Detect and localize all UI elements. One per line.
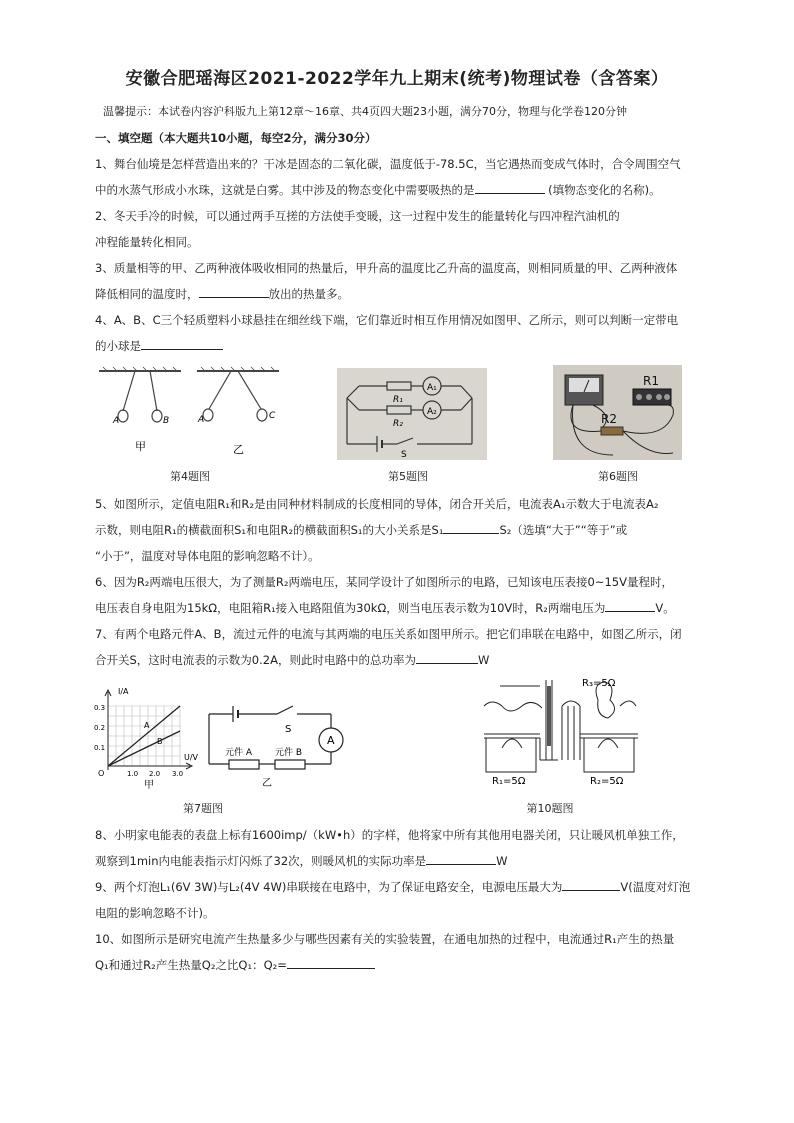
ammeter-a1-label: A₁: [427, 383, 437, 393]
page-title: 安徽合肥瑶海区2021-2022学年九上期末(统考)物理试卷（含答案）: [125, 69, 669, 89]
r2-label: R2: [601, 412, 617, 426]
y-tick: 0.1: [94, 744, 106, 752]
answer-blank[interactable]: [141, 337, 223, 350]
y-axis-label: I/A: [118, 687, 129, 696]
answer-blank[interactable]: [605, 599, 655, 612]
r1-label: R₁: [393, 395, 403, 405]
section-heading: 一、填空题（本大题共10小题，每空2分，满分30分）: [95, 131, 377, 145]
figure-10-caption: 第10题图: [526, 802, 574, 815]
figure-4-caption: 第4题图: [170, 470, 210, 483]
figure-7-graph: [94, 684, 199, 792]
question-2: 2、冬天手冷的时候，可以通过两手互搓的方法使手变暖，这一过程中发生的能量转化与四冲程汽油机的 冲程能量转化相同。: [95, 209, 620, 249]
ball-a-label: A: [113, 416, 120, 426]
answer-blank[interactable]: [416, 651, 478, 664]
y-tick: 0.3: [94, 704, 106, 712]
r3-label: R₃=5Ω: [582, 678, 616, 689]
r2-label: R₂: [393, 419, 403, 429]
x-axis-label: U/V: [184, 753, 199, 762]
answer-blank[interactable]: [426, 852, 496, 865]
question-10: 10、如图所示是研究电流产生热量多少与哪些因素有关的实验装置，在通电加热的过程中，电流通过R₁产生的热量 Q₁和通过R₂产生热量Q₂之比Q₁：Q₂=: [95, 932, 675, 972]
r1-label: R1: [643, 374, 659, 388]
answer-blank[interactable]: [443, 521, 499, 534]
question-7: 7、有两个电路元件A、B，流过元件的电流与其两端的电压关系如图甲所示。把它们串联在电路中，如图乙所示，闭 合开关S，这时电流表的示数为0.2A，则此时电路中的总功率为 W: [95, 627, 682, 667]
r2-label: R₂=5Ω: [590, 776, 624, 787]
x-tick: 2.0: [149, 770, 161, 778]
figure-5: [337, 368, 487, 460]
question-5: 5、如图所示，定值电阻R₁和R₂是由同种材料制成的长度相同的导体，闭合开关后，电流表A₁示数大于电流表A₂ 示数，则电阻R₁的横截面积S₁和电阻R₂的横截面积S₁的大小关系是S₁ S₂（选填“大于”“等于”或 “小于”，温度对导体电阻的影响忽略不计）。: [95, 497, 659, 563]
origin-label: O: [98, 769, 105, 778]
ammeter-a2-label: A₂: [427, 407, 437, 417]
switch-label: S: [401, 450, 407, 460]
figure-10: [480, 676, 640, 791]
line-b-label: B: [157, 737, 163, 746]
exam-tip: 温馨提示：本试卷内容沪科版九上第12章～16章、共4页四大题23小题，满分70分，物理与化学卷120分钟: [103, 105, 627, 118]
y-tick: 0.2: [94, 724, 106, 732]
question-1: 1、舞台仙境是怎样营造出来的？干冰是固态的二氧化碳，温度低于-78.5C，当它遇热而变成气体时，合令周围空气 中的水蒸气形成小水珠，这就是白雾。其中涉及的物态变化中需要吸热的是 (填物态变化的名称)。: [95, 157, 681, 197]
ball-c-label: C: [269, 411, 276, 421]
component-b-label: 元件 B: [275, 748, 303, 758]
answer-blank[interactable]: [287, 956, 375, 969]
ammeter-label: A: [327, 734, 335, 747]
figure-5-caption: 第5题图: [388, 470, 428, 483]
figure-4-jia: [95, 365, 195, 455]
figure-4-yi: [193, 365, 293, 455]
figure-7-circuit: [205, 700, 355, 790]
answer-blank[interactable]: [562, 878, 620, 891]
question-9: 9、两个灯泡L₁(6V 3W)与L₂(4V 4W)串联接在电路中，为了保证电路安全，电源电压最大为 V(温度对灯泡 电阻的影响忽略不计)。: [95, 880, 691, 920]
fig7-yi-label: 乙: [262, 778, 272, 789]
figure-7-caption: 第7题图: [183, 802, 223, 815]
question-8: 8、小明家电能表的表盘上标有1600imp/（kW•h）的字样，他将家中所有其他用电器关闭，只让暖风机单独工作， 观察到1min内电能表指示灯闪烁了32次，则暖风机的实际功率是 W: [95, 828, 684, 868]
figure-6: [553, 365, 682, 460]
x-tick: 3.0: [172, 770, 184, 778]
question-6: 6、因为R₂两端电压很大，为了测量R₂两端电压，某同学设计了如图所示的电路，已知该电压表接0~15V量程时， 电压表自身电阻为15kΩ，电阻箱R₁接入电路阻值为30kΩ，则当电压表示数为10V时，R₂两端电压为 V。: [95, 575, 675, 615]
fig4-yi-label: 乙: [233, 443, 244, 455]
question-3: 3、质量相等的甲、乙两种液体吸收相同的热量后，甲升高的温度比乙升高的温度高，则相同质量的甲、乙两种液体 降低相同的温度时， 放出的热量多。: [95, 261, 678, 301]
ball-b-label: B: [163, 416, 170, 426]
ball-a-label: A: [198, 415, 205, 425]
question-4: 4、A、B、C三个轻质塑料小球悬挂在细丝线下端，它们靠近时相互作用情况如图甲、乙所示，则可以判断一定带电 的小球是: [95, 313, 679, 353]
fig7-jia-label: 甲: [144, 780, 154, 791]
component-a-label: 元件 A: [225, 748, 253, 758]
answer-blank[interactable]: [475, 181, 545, 194]
answer-blank[interactable]: [199, 285, 269, 298]
line-a-label: A: [144, 721, 150, 730]
fig4-jia-label: 甲: [135, 440, 146, 453]
r1-label: R₁=5Ω: [492, 776, 526, 787]
figure-6-caption: 第6题图: [598, 470, 638, 483]
switch-label: S: [285, 724, 292, 735]
x-tick: 1.0: [127, 770, 139, 778]
